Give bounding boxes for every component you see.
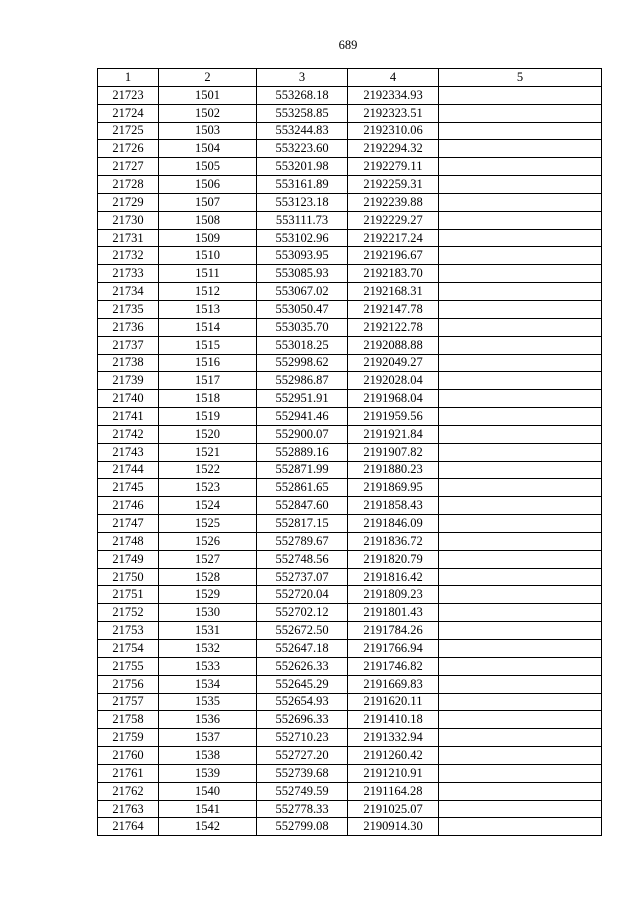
point-id-cell: 21760: [98, 747, 159, 765]
point-number-cell: 1506: [159, 176, 257, 194]
point-number-cell: 1537: [159, 729, 257, 747]
notes-cell: [439, 515, 602, 533]
y-coordinate-cell: 2192122.78: [348, 318, 439, 336]
notes-cell: [439, 265, 602, 283]
notes-cell: [439, 693, 602, 711]
notes-cell: [439, 800, 602, 818]
point-id-cell: 21748: [98, 532, 159, 550]
x-coordinate-cell: 552951.91: [257, 390, 348, 408]
point-id-cell: 21763: [98, 800, 159, 818]
point-number-cell: 1533: [159, 657, 257, 675]
table-row: [98, 515, 602, 533]
y-coordinate-cell: 2192334.93: [348, 86, 439, 104]
point-id-cell: 21762: [98, 782, 159, 800]
table-row: [98, 461, 602, 479]
x-coordinate-cell: 553258.85: [257, 104, 348, 122]
coordinates-table: [97, 68, 602, 836]
point-number-cell: 1527: [159, 550, 257, 568]
y-coordinate-cell: 2191025.07: [348, 800, 439, 818]
page-number: 689: [338, 38, 358, 52]
x-coordinate-cell: 553085.93: [257, 265, 348, 283]
point-number-cell: 1501: [159, 86, 257, 104]
point-id-cell: 21755: [98, 657, 159, 675]
point-id-cell: 21735: [98, 300, 159, 318]
y-coordinate-cell: 2191907.82: [348, 443, 439, 461]
table-body: [98, 86, 602, 835]
x-coordinate-cell: 552941.46: [257, 408, 348, 426]
table-header: [98, 69, 602, 87]
point-number-cell: 1540: [159, 782, 257, 800]
y-coordinate-cell: 2191809.23: [348, 586, 439, 604]
table-row: [98, 443, 602, 461]
notes-cell: [439, 604, 602, 622]
point-number-cell: 1536: [159, 711, 257, 729]
y-coordinate-cell: 2191164.28: [348, 782, 439, 800]
point-id-cell: 21746: [98, 497, 159, 515]
table-row: [98, 336, 602, 354]
point-number-cell: 1524: [159, 497, 257, 515]
point-number-cell: 1507: [159, 193, 257, 211]
notes-cell: [439, 586, 602, 604]
x-coordinate-cell: 552998.62: [257, 354, 348, 372]
point-number-cell: 1513: [159, 300, 257, 318]
x-coordinate-cell: 553161.89: [257, 176, 348, 194]
point-number-cell: 1520: [159, 425, 257, 443]
point-number-cell: 1529: [159, 586, 257, 604]
point-id-cell: 21751: [98, 586, 159, 604]
point-number-cell: 1510: [159, 247, 257, 265]
table-row: [98, 747, 602, 765]
notes-cell: [439, 122, 602, 140]
table-row: [98, 158, 602, 176]
table-row: [98, 479, 602, 497]
table-row: [98, 675, 602, 693]
point-number-cell: 1509: [159, 229, 257, 247]
point-number-cell: 1516: [159, 354, 257, 372]
point-number-cell: 1534: [159, 675, 257, 693]
point-id-cell: 21723: [98, 86, 159, 104]
table-row: [98, 283, 602, 301]
notes-cell: [439, 568, 602, 586]
point-number-cell: 1530: [159, 604, 257, 622]
table-row: [98, 800, 602, 818]
x-coordinate-cell: 552778.33: [257, 800, 348, 818]
table-row: [98, 586, 602, 604]
notes-cell: [439, 640, 602, 658]
x-coordinate-cell: 553111.73: [257, 211, 348, 229]
y-coordinate-cell: 2192323.51: [348, 104, 439, 122]
y-coordinate-cell: 2191801.43: [348, 604, 439, 622]
table-row: [98, 729, 602, 747]
x-coordinate-cell: 552696.33: [257, 711, 348, 729]
point-id-cell: 21731: [98, 229, 159, 247]
point-number-cell: 1521: [159, 443, 257, 461]
point-number-cell: 1531: [159, 622, 257, 640]
point-number-cell: 1528: [159, 568, 257, 586]
point-id-cell: 21754: [98, 640, 159, 658]
notes-cell: [439, 479, 602, 497]
column-header-5: 5: [439, 69, 602, 87]
y-coordinate-cell: 2192294.32: [348, 140, 439, 158]
point-number-cell: 1511: [159, 265, 257, 283]
point-id-cell: 21756: [98, 675, 159, 693]
x-coordinate-cell: 553123.18: [257, 193, 348, 211]
x-coordinate-cell: 552889.16: [257, 443, 348, 461]
y-coordinate-cell: 2191620.11: [348, 693, 439, 711]
x-coordinate-cell: 552871.99: [257, 461, 348, 479]
notes-cell: [439, 818, 602, 836]
notes-cell: [439, 747, 602, 765]
point-id-cell: 21750: [98, 568, 159, 586]
x-coordinate-cell: 552789.67: [257, 532, 348, 550]
point-id-cell: 21740: [98, 390, 159, 408]
point-number-cell: 1508: [159, 211, 257, 229]
point-number-cell: 1502: [159, 104, 257, 122]
y-coordinate-cell: 2191846.09: [348, 515, 439, 533]
table-row: [98, 622, 602, 640]
point-id-cell: 21736: [98, 318, 159, 336]
point-id-cell: 21761: [98, 764, 159, 782]
point-number-cell: 1532: [159, 640, 257, 658]
x-coordinate-cell: 553201.98: [257, 158, 348, 176]
table-row: [98, 550, 602, 568]
x-coordinate-cell: 553093.95: [257, 247, 348, 265]
point-number-cell: 1542: [159, 818, 257, 836]
x-coordinate-cell: 552737.07: [257, 568, 348, 586]
table-row: [98, 604, 602, 622]
y-coordinate-cell: 2191766.94: [348, 640, 439, 658]
point-number-cell: 1522: [159, 461, 257, 479]
y-coordinate-cell: 2190914.30: [348, 818, 439, 836]
y-coordinate-cell: 2191820.79: [348, 550, 439, 568]
point-number-cell: 1538: [159, 747, 257, 765]
x-coordinate-cell: 552710.23: [257, 729, 348, 747]
point-id-cell: 21725: [98, 122, 159, 140]
point-number-cell: 1518: [159, 390, 257, 408]
notes-cell: [439, 764, 602, 782]
notes-cell: [439, 140, 602, 158]
point-id-cell: 21745: [98, 479, 159, 497]
x-coordinate-cell: 552900.07: [257, 425, 348, 443]
notes-cell: [439, 675, 602, 693]
point-id-cell: 21724: [98, 104, 159, 122]
notes-cell: [439, 497, 602, 515]
table-row: [98, 318, 602, 336]
column-header-4: 4: [348, 69, 439, 87]
x-coordinate-cell: 552702.12: [257, 604, 348, 622]
notes-cell: [439, 729, 602, 747]
x-coordinate-cell: 552647.18: [257, 640, 348, 658]
point-number-cell: 1514: [159, 318, 257, 336]
point-id-cell: 21732: [98, 247, 159, 265]
column-header-3: 3: [257, 69, 348, 87]
table-row: [98, 140, 602, 158]
x-coordinate-cell: 553018.25: [257, 336, 348, 354]
y-coordinate-cell: 2191332.94: [348, 729, 439, 747]
point-id-cell: 21728: [98, 176, 159, 194]
x-coordinate-cell: 553050.47: [257, 300, 348, 318]
x-coordinate-cell: 552720.04: [257, 586, 348, 604]
notes-cell: [439, 86, 602, 104]
column-header-2: 2: [159, 69, 257, 87]
point-id-cell: 21729: [98, 193, 159, 211]
notes-cell: [439, 104, 602, 122]
notes-cell: [439, 336, 602, 354]
notes-cell: [439, 318, 602, 336]
x-coordinate-cell: 552654.93: [257, 693, 348, 711]
table-row: [98, 657, 602, 675]
notes-cell: [439, 532, 602, 550]
notes-cell: [439, 408, 602, 426]
notes-cell: [439, 711, 602, 729]
x-coordinate-cell: 553102.96: [257, 229, 348, 247]
y-coordinate-cell: 2192049.27: [348, 354, 439, 372]
x-coordinate-cell: 553244.83: [257, 122, 348, 140]
table-row: [98, 408, 602, 426]
point-id-cell: 21744: [98, 461, 159, 479]
x-coordinate-cell: 553268.18: [257, 86, 348, 104]
table-row: [98, 300, 602, 318]
point-number-cell: 1523: [159, 479, 257, 497]
x-coordinate-cell: 552749.59: [257, 782, 348, 800]
notes-cell: [439, 782, 602, 800]
y-coordinate-cell: 2191816.42: [348, 568, 439, 586]
y-coordinate-cell: 2192279.11: [348, 158, 439, 176]
point-number-cell: 1503: [159, 122, 257, 140]
table-row: [98, 764, 602, 782]
point-number-cell: 1539: [159, 764, 257, 782]
table-row: [98, 497, 602, 515]
notes-cell: [439, 247, 602, 265]
x-coordinate-cell: 553223.60: [257, 140, 348, 158]
point-id-cell: 21759: [98, 729, 159, 747]
notes-cell: [439, 425, 602, 443]
table-row: [98, 390, 602, 408]
table-row: [98, 104, 602, 122]
y-coordinate-cell: 2191410.18: [348, 711, 439, 729]
y-coordinate-cell: 2192196.67: [348, 247, 439, 265]
point-number-cell: 1512: [159, 283, 257, 301]
table-row: [98, 532, 602, 550]
y-coordinate-cell: 2192239.88: [348, 193, 439, 211]
point-id-cell: 21741: [98, 408, 159, 426]
point-id-cell: 21734: [98, 283, 159, 301]
table-row: [98, 354, 602, 372]
table-row: [98, 265, 602, 283]
point-id-cell: 21758: [98, 711, 159, 729]
notes-cell: [439, 158, 602, 176]
x-coordinate-cell: 552739.68: [257, 764, 348, 782]
table-row: [98, 782, 602, 800]
point-number-cell: 1535: [159, 693, 257, 711]
x-coordinate-cell: 553067.02: [257, 283, 348, 301]
point-number-cell: 1519: [159, 408, 257, 426]
point-number-cell: 1504: [159, 140, 257, 158]
table-row: [98, 818, 602, 836]
y-coordinate-cell: 2191921.84: [348, 425, 439, 443]
table-row: [98, 711, 602, 729]
point-id-cell: 21727: [98, 158, 159, 176]
y-coordinate-cell: 2191959.56: [348, 408, 439, 426]
point-id-cell: 21747: [98, 515, 159, 533]
point-id-cell: 21739: [98, 372, 159, 390]
y-coordinate-cell: 2192147.78: [348, 300, 439, 318]
point-id-cell: 21743: [98, 443, 159, 461]
table-row: [98, 176, 602, 194]
table-row: [98, 86, 602, 104]
x-coordinate-cell: 552748.56: [257, 550, 348, 568]
y-coordinate-cell: 2191746.82: [348, 657, 439, 675]
point-id-cell: 21742: [98, 425, 159, 443]
table-row: [98, 640, 602, 658]
y-coordinate-cell: 2191880.23: [348, 461, 439, 479]
y-coordinate-cell: 2192259.31: [348, 176, 439, 194]
y-coordinate-cell: 2192229.27: [348, 211, 439, 229]
notes-cell: [439, 443, 602, 461]
table-row: [98, 193, 602, 211]
point-id-cell: 21737: [98, 336, 159, 354]
x-coordinate-cell: 552672.50: [257, 622, 348, 640]
notes-cell: [439, 390, 602, 408]
y-coordinate-cell: 2192028.04: [348, 372, 439, 390]
x-coordinate-cell: 552986.87: [257, 372, 348, 390]
y-coordinate-cell: 2191669.83: [348, 675, 439, 693]
column-header-1: 1: [98, 69, 159, 87]
x-coordinate-cell: 552799.08: [257, 818, 348, 836]
table-row: [98, 568, 602, 586]
y-coordinate-cell: 2191784.26: [348, 622, 439, 640]
notes-cell: [439, 229, 602, 247]
table-row: [98, 425, 602, 443]
x-coordinate-cell: 552645.29: [257, 675, 348, 693]
x-coordinate-cell: 552626.33: [257, 657, 348, 675]
table-row: [98, 693, 602, 711]
notes-cell: [439, 300, 602, 318]
table-row: [98, 247, 602, 265]
point-number-cell: 1541: [159, 800, 257, 818]
x-coordinate-cell: 552847.60: [257, 497, 348, 515]
table-row: [98, 122, 602, 140]
point-id-cell: 21753: [98, 622, 159, 640]
y-coordinate-cell: 2192183.70: [348, 265, 439, 283]
point-number-cell: 1526: [159, 532, 257, 550]
notes-cell: [439, 372, 602, 390]
notes-cell: [439, 176, 602, 194]
x-coordinate-cell: 552861.65: [257, 479, 348, 497]
notes-cell: [439, 193, 602, 211]
notes-cell: [439, 354, 602, 372]
notes-cell: [439, 550, 602, 568]
y-coordinate-cell: 2191210.91: [348, 764, 439, 782]
notes-cell: [439, 622, 602, 640]
y-coordinate-cell: 2191260.42: [348, 747, 439, 765]
x-coordinate-cell: 552727.20: [257, 747, 348, 765]
y-coordinate-cell: 2191858.43: [348, 497, 439, 515]
point-number-cell: 1517: [159, 372, 257, 390]
point-number-cell: 1525: [159, 515, 257, 533]
y-coordinate-cell: 2192168.31: [348, 283, 439, 301]
point-number-cell: 1505: [159, 158, 257, 176]
y-coordinate-cell: 2192217.24: [348, 229, 439, 247]
y-coordinate-cell: 2191968.04: [348, 390, 439, 408]
point-id-cell: 21733: [98, 265, 159, 283]
point-number-cell: 1515: [159, 336, 257, 354]
x-coordinate-cell: 552817.15: [257, 515, 348, 533]
notes-cell: [439, 461, 602, 479]
table-row: [98, 211, 602, 229]
y-coordinate-cell: 2192310.06: [348, 122, 439, 140]
notes-cell: [439, 211, 602, 229]
table-row: [98, 372, 602, 390]
point-id-cell: 21749: [98, 550, 159, 568]
point-id-cell: 21738: [98, 354, 159, 372]
notes-cell: [439, 657, 602, 675]
header-row: [98, 69, 602, 87]
y-coordinate-cell: 2192088.88: [348, 336, 439, 354]
table-row: [98, 229, 602, 247]
x-coordinate-cell: 553035.70: [257, 318, 348, 336]
point-id-cell: 21764: [98, 818, 159, 836]
notes-cell: [439, 283, 602, 301]
point-id-cell: 21757: [98, 693, 159, 711]
y-coordinate-cell: 2191836.72: [348, 532, 439, 550]
point-id-cell: 21726: [98, 140, 159, 158]
point-id-cell: 21730: [98, 211, 159, 229]
y-coordinate-cell: 2191869.95: [348, 479, 439, 497]
point-id-cell: 21752: [98, 604, 159, 622]
